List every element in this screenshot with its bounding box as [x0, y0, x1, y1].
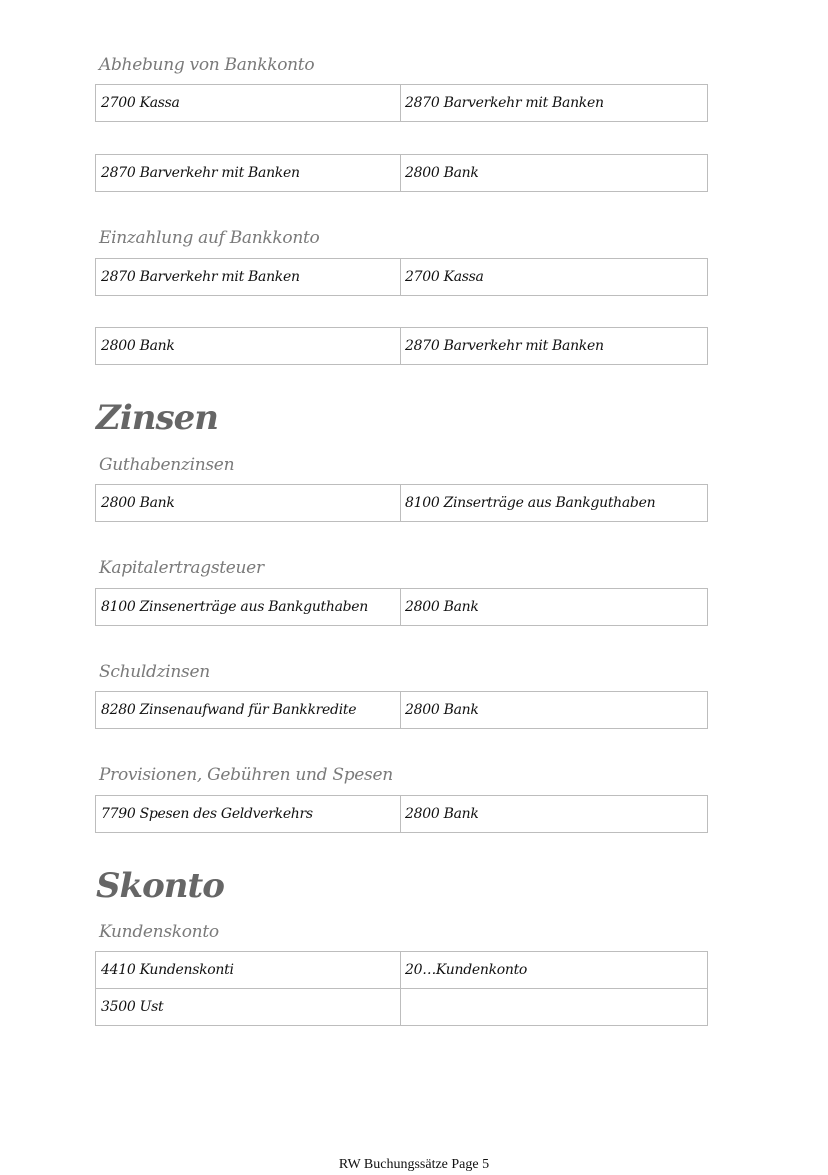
subheading-abhebung: Abhebung von Bankkonto — [99, 55, 315, 75]
debit-cell: 7790 Spesen des Geldverkehrs — [101, 806, 313, 822]
debit-cell: 2870 Barverkehr mit Banken — [101, 269, 300, 285]
credit-cell: 20…Kundenkonto — [400, 952, 705, 988]
debit-cell: 2870 Barverkehr mit Banken — [101, 165, 300, 181]
subheading-schuldzinsen: Schuldzinsen — [99, 662, 210, 682]
credit-cell: 2800 Bank — [400, 155, 705, 191]
credit-cell: 8100 Zinserträge aus Bankguthaben — [400, 485, 705, 521]
page-footer: RW Buchungssätze Page 5 — [338, 1157, 490, 1172]
table-abhebung-1 — [95, 84, 708, 122]
table-einzahlung-1 — [95, 258, 708, 296]
table-row — [96, 589, 707, 625]
debit-cell: 2700 Kassa — [101, 95, 180, 111]
table-schuldzinsen — [95, 691, 708, 729]
credit-cell: 2800 Bank — [400, 589, 705, 625]
table-row — [96, 328, 707, 364]
credit-cell: 2870 Barverkehr mit Banken — [400, 85, 705, 121]
table-kundenskonto — [95, 951, 708, 1026]
table-einzahlung-2 — [95, 327, 708, 365]
table-row — [96, 952, 707, 988]
table-guthabenzinsen — [95, 484, 708, 522]
table-abhebung-2 — [95, 154, 708, 192]
debit-cell: 8280 Zinsenaufwand für Bankkredite — [101, 702, 357, 718]
debit-cell: 4410 Kundenskonti — [101, 962, 234, 978]
credit-cell — [400, 989, 705, 1025]
table-row — [96, 259, 707, 295]
subheading-provisionen: Provisionen, Gebühren und Spesen — [99, 765, 393, 785]
subheading-kundenskonto: Kundenskonto — [99, 922, 219, 942]
subheading-einzahlung: Einzahlung auf Bankkonto — [99, 228, 320, 248]
table-row — [96, 796, 707, 832]
credit-cell: 2870 Barverkehr mit Banken — [400, 328, 705, 364]
table-row — [96, 155, 707, 191]
heading-zinsen: Zinsen — [96, 398, 218, 438]
table-row — [96, 988, 707, 1025]
table-kapitalertragsteuer — [95, 588, 708, 626]
credit-cell: 2700 Kassa — [400, 259, 705, 295]
subheading-guthabenzinsen: Guthabenzinsen — [99, 455, 235, 475]
table-provisionen — [95, 795, 708, 833]
credit-cell: 2800 Bank — [400, 796, 705, 832]
table-row — [96, 692, 707, 728]
debit-cell: 8100 Zinsenerträge aus Bankguthaben — [101, 599, 368, 615]
debit-cell: 2800 Bank — [101, 495, 175, 511]
credit-cell: 2800 Bank — [400, 692, 705, 728]
debit-cell: 3500 Ust — [101, 999, 164, 1015]
debit-cell: 2800 Bank — [101, 338, 175, 354]
heading-skonto: Skonto — [96, 866, 224, 906]
table-row — [96, 485, 707, 521]
subheading-kapitalertragsteuer: Kapitalertragsteuer — [99, 558, 264, 578]
table-row — [96, 85, 707, 121]
